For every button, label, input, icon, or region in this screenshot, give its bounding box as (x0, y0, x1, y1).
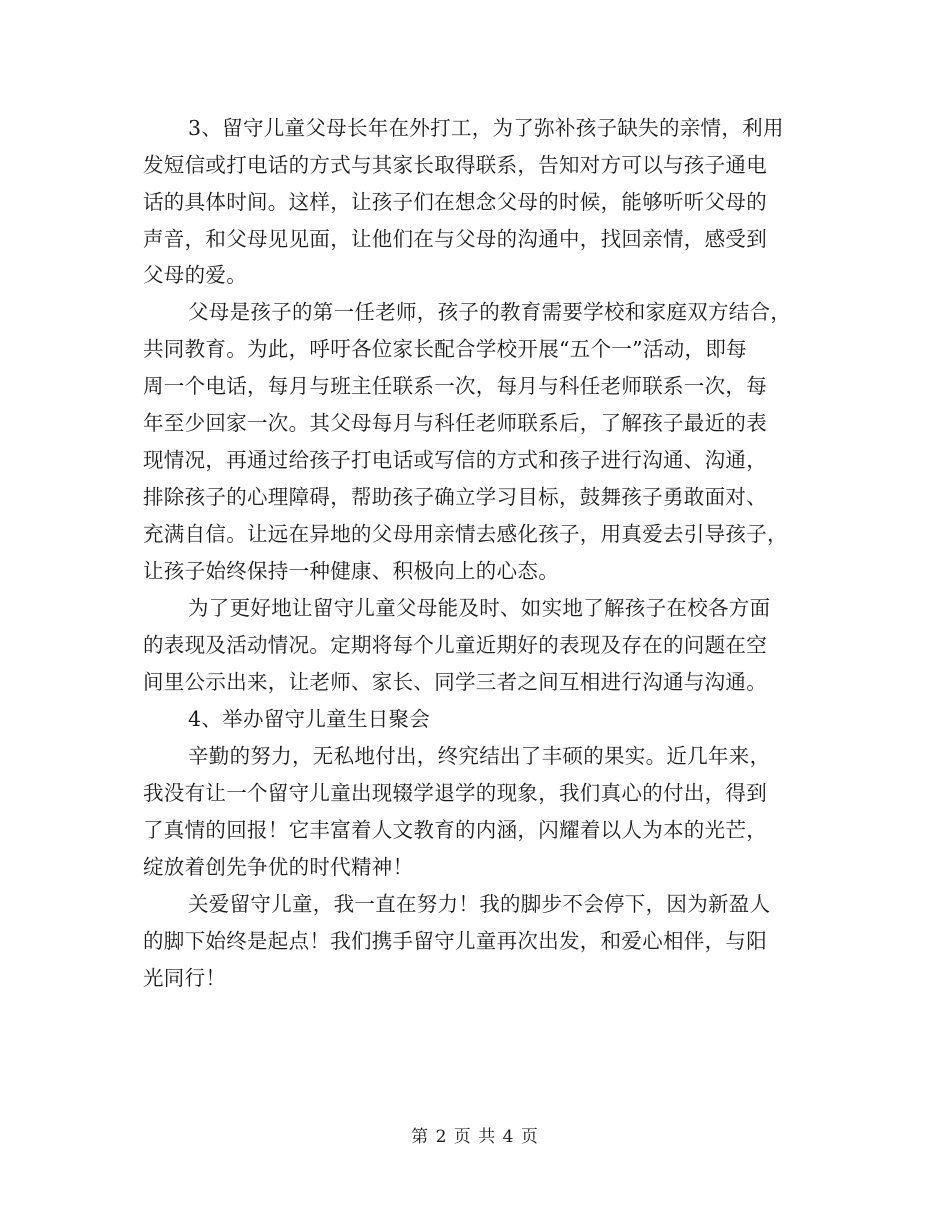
text-line: 为了更好地让留守儿童父母能及时、如实地了解孩子在校各方面 (188, 596, 771, 620)
text-line: 声音，和父母见见面，让他们在与父母的沟通中，找回亲情，感受到 (143, 227, 767, 251)
text-line: 的脚下始终是起点！我们携手留守儿童再次出发，和爱心相伴，与阳 (143, 929, 767, 953)
text-line: 光同行！ (143, 966, 227, 990)
text-line: 了真情的回报！它丰富着人文教育的内涵，闪耀着以人为本的光芒， (143, 818, 767, 842)
text-line: 辛勤的努力，无私地付出，终究结出了丰硕的果实。近几年来， (188, 744, 771, 768)
text-line: 话的具体时间。这样，让孩子们在想念父母的时候，能够听听父母的 (143, 190, 767, 214)
text-line: 发短信或打电话的方式与其家长取得联系，告知对方可以与孩子通电 (143, 153, 767, 177)
text-line: 让孩子始终保持一种健康、积极向上的心态。 (143, 559, 559, 583)
text-line: 父母的爱。 (143, 263, 247, 287)
text-line: 我没有让一个留守儿童出现辍学退学的现象，我们真心的付出，得到 (143, 781, 767, 805)
text-line: 绽放着创先争优的时代精神！ (143, 855, 414, 879)
text-line: 现情况，再通过给孩子打电话或写信的方式和孩子进行沟通、沟通， (143, 448, 767, 472)
text-line: 排除孩子的心理障碍，帮助孩子确立学习目标，鼓舞孩子勇敢面对、 (143, 485, 767, 509)
text-line: 3、留守儿童父母长年在外打工，为了弥补孩子缺失的亲情，利用 (188, 116, 784, 140)
page-number-footer: 第 2 页 共 4 页 (411, 1127, 539, 1147)
text-line: 关爱留守儿童，我一直在努力！我的脚步不会停下，因为新盈人 (188, 892, 771, 916)
text-line: 年至少回家一次。其父母每月与科任老师联系后，了解孩子最近的表 (143, 411, 767, 435)
text-line: 间里公示出来，让老师、家长、同学三者之间互相进行沟通与沟通。 (143, 670, 767, 694)
text-line: 父母是孩子的第一任老师，孩子的教育需要学校和家庭双方结合， (188, 300, 792, 324)
text-line: 共同教育。为此，呼吁各位家长配合学校开展“五个一”活动，即每 (143, 337, 747, 361)
text-line: 充满自信。让远在异地的父母用亲情去感化孩子，用真爱去引导孩子， (143, 522, 788, 546)
section-heading: 4、举办留守儿童生日聚会 (188, 707, 431, 731)
text-line: 周一个电话，每月与班主任联系一次，每月与科任老师联系一次，每 (143, 374, 767, 398)
text-line: 的表现及活动情况。定期将每个儿童近期好的表现及存在的问题在空 (143, 633, 767, 657)
